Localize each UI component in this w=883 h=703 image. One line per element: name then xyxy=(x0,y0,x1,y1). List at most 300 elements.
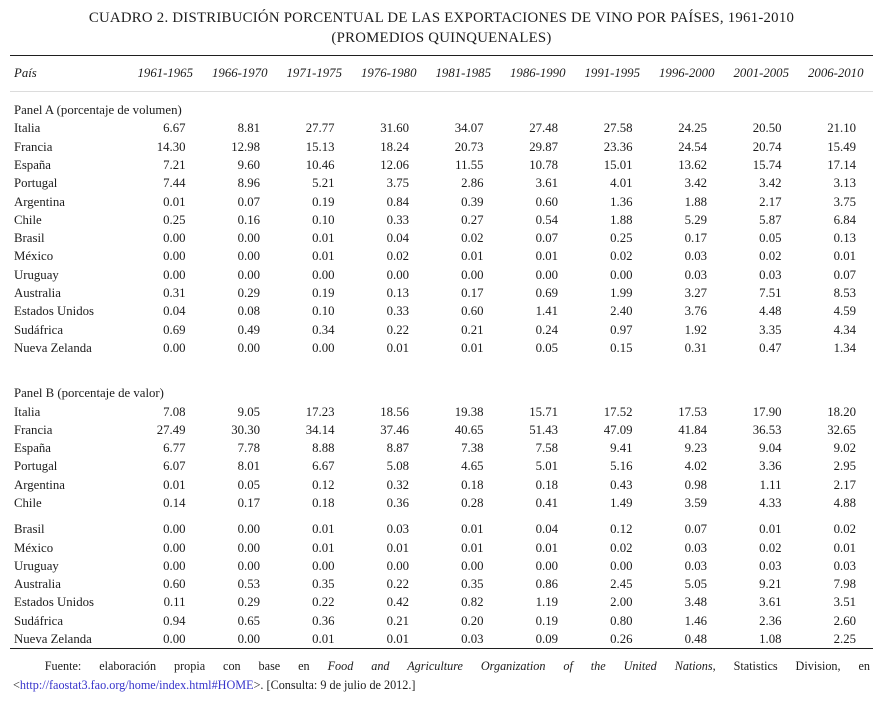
value-cell: 0.07 xyxy=(237,194,260,209)
country-cell: Italia xyxy=(14,121,41,136)
value-cell: 0.02 xyxy=(833,522,856,537)
value-cell: 2.17 xyxy=(833,477,856,492)
spacer-row xyxy=(10,92,873,102)
value-cell: 31.60 xyxy=(380,121,409,136)
spacer-row xyxy=(10,512,873,520)
value-cell: 0.17 xyxy=(237,496,260,510)
panel-label: Panel A (porcentaje de volumen) xyxy=(14,103,182,118)
table-row xyxy=(10,476,873,494)
value-cell: 0.39 xyxy=(461,194,484,209)
value-cell: 0.04 xyxy=(535,522,558,537)
country-cell: Portugal xyxy=(14,459,58,474)
value-cell: 4.01 xyxy=(610,176,633,191)
value-cell: 24.25 xyxy=(678,121,707,136)
value-cell: 0.03 xyxy=(684,558,707,573)
value-cell: 0.04 xyxy=(386,231,409,246)
value-cell: 0.48 xyxy=(684,632,707,647)
value-cell: 0.00 xyxy=(312,340,335,355)
table-row xyxy=(10,284,873,302)
table-row xyxy=(10,339,873,357)
value-cell: 3.42 xyxy=(684,176,707,191)
value-cell: 0.01 xyxy=(833,540,856,555)
country-cell: Estados Unidos xyxy=(14,595,94,610)
value-cell: 0.01 xyxy=(461,540,484,555)
value-cell: 7.08 xyxy=(163,404,186,419)
value-cell: 0.22 xyxy=(386,322,409,337)
value-cell: 1.49 xyxy=(610,496,633,510)
value-cell: 4.34 xyxy=(833,322,856,337)
spacer-row xyxy=(10,357,873,384)
value-cell: 0.26 xyxy=(610,632,633,647)
value-cell: 6.84 xyxy=(833,212,856,227)
value-cell: 15.13 xyxy=(305,139,335,154)
value-cell: 1.46 xyxy=(684,613,707,628)
value-cell: 15.74 xyxy=(752,157,782,172)
value-cell: 0.49 xyxy=(237,322,260,337)
period-header: 1986-1990 xyxy=(501,56,576,92)
table-row xyxy=(10,593,873,611)
table-row xyxy=(10,138,873,156)
value-cell: 0.03 xyxy=(833,558,856,573)
value-cell: 0.01 xyxy=(461,340,484,355)
table-row xyxy=(10,156,873,174)
value-cell: 12.98 xyxy=(231,139,260,154)
value-cell: 3.51 xyxy=(833,595,856,610)
table-row xyxy=(10,174,873,192)
value-cell: 3.13 xyxy=(833,176,856,191)
value-cell: 0.03 xyxy=(684,540,707,555)
value-cell: 3.36 xyxy=(759,459,782,474)
value-cell: 0.21 xyxy=(461,322,484,337)
value-cell: 0.17 xyxy=(461,286,484,301)
value-cell: 0.00 xyxy=(163,267,186,282)
value-cell: 15.71 xyxy=(529,404,558,419)
value-cell: 0.12 xyxy=(610,522,633,537)
value-cell: 7.78 xyxy=(237,441,260,456)
value-cell: 4.02 xyxy=(684,459,707,474)
value-cell: 40.65 xyxy=(454,422,484,437)
value-cell: 5.21 xyxy=(312,176,335,191)
value-cell: 14.30 xyxy=(156,139,186,154)
value-cell: 0.31 xyxy=(163,286,186,301)
table-row xyxy=(10,266,873,284)
value-cell: 0.01 xyxy=(535,540,558,555)
period-header: 2001-2005 xyxy=(724,56,799,92)
table-row xyxy=(10,539,873,557)
value-cell: 27.49 xyxy=(156,422,186,437)
value-cell: 0.03 xyxy=(759,558,782,573)
country-cell: Brasil xyxy=(14,522,45,537)
value-cell: 0.33 xyxy=(386,212,409,227)
value-cell: 6.67 xyxy=(312,459,335,474)
value-cell: 7.38 xyxy=(461,441,484,456)
value-cell: 0.13 xyxy=(386,286,409,301)
panel-label-row xyxy=(10,384,873,402)
value-cell: 8.88 xyxy=(312,441,335,456)
value-cell: 21.10 xyxy=(827,121,856,136)
value-cell: 0.00 xyxy=(610,558,633,573)
value-cell: 3.75 xyxy=(386,176,409,191)
title-line-2: (PROMEDIOS QUINQUENALES) xyxy=(331,29,552,46)
value-cell: 0.07 xyxy=(684,522,707,537)
value-cell: 8.96 xyxy=(237,176,260,191)
value-cell: 3.42 xyxy=(759,176,782,191)
value-cell: 0.00 xyxy=(237,340,260,355)
value-cell: 0.16 xyxy=(237,212,260,227)
value-cell: 5.05 xyxy=(684,577,707,592)
country-cell: Argentina xyxy=(14,477,65,492)
country-cell: México xyxy=(14,540,54,555)
value-cell: 11.55 xyxy=(455,157,484,172)
table-row xyxy=(10,403,873,421)
value-cell: 0.01 xyxy=(312,249,335,264)
country-cell: Uruguay xyxy=(14,267,59,282)
value-cell: 9.41 xyxy=(610,441,633,456)
value-cell: 0.02 xyxy=(610,540,633,555)
value-cell: 0.00 xyxy=(163,558,186,573)
value-cell: 0.24 xyxy=(535,322,558,337)
country-cell: Nueva Zelanda xyxy=(14,340,92,355)
value-cell: 3.59 xyxy=(684,496,707,510)
value-cell: 0.00 xyxy=(237,249,260,264)
source-note-text: >. [Consulta: 9 de julio de 2012.] xyxy=(253,677,416,692)
table-row xyxy=(10,321,873,339)
value-cell: 0.20 xyxy=(461,613,484,628)
value-cell: 0.94 xyxy=(163,613,186,628)
value-cell: 0.41 xyxy=(535,496,558,510)
value-cell: 1.08 xyxy=(759,632,782,647)
value-cell: 9.02 xyxy=(833,441,856,456)
value-cell: 0.17 xyxy=(684,231,707,246)
value-cell: 4.65 xyxy=(461,459,484,474)
value-cell: 0.00 xyxy=(312,267,335,282)
value-cell: 1.34 xyxy=(833,340,856,355)
value-cell: 37.46 xyxy=(380,422,409,437)
value-cell: 12.06 xyxy=(380,157,409,172)
value-cell: 0.00 xyxy=(163,522,186,537)
value-cell: 0.02 xyxy=(759,249,782,264)
value-cell: 17.23 xyxy=(305,404,335,419)
value-cell: 27.58 xyxy=(603,121,633,136)
value-cell: 0.08 xyxy=(237,304,260,319)
country-cell: Australia xyxy=(14,286,61,301)
period-header: 1976-1980 xyxy=(352,56,427,92)
country-cell: Chile xyxy=(14,212,42,227)
table-row xyxy=(10,229,873,247)
value-cell: 34.14 xyxy=(305,422,335,437)
value-cell: 5.29 xyxy=(684,212,707,227)
value-cell: 0.47 xyxy=(759,340,782,355)
value-cell: 4.33 xyxy=(759,496,782,510)
country-column-header: País xyxy=(10,56,128,92)
value-cell: 0.19 xyxy=(312,286,335,301)
country-cell: Nueva Zelanda xyxy=(14,632,92,647)
value-cell: 0.00 xyxy=(535,267,558,282)
value-cell: 0.86 xyxy=(535,577,558,592)
value-cell: 0.07 xyxy=(535,231,558,246)
period-header: 1961-1965 xyxy=(128,56,203,92)
spacer-cell xyxy=(10,92,873,102)
country-cell: Argentina xyxy=(14,194,65,209)
value-cell: 0.02 xyxy=(759,540,782,555)
value-cell: 10.78 xyxy=(529,157,558,172)
value-cell: 13.62 xyxy=(678,157,707,172)
table-row xyxy=(10,247,873,265)
country-cell: Portugal xyxy=(14,176,58,191)
value-cell: 1.11 xyxy=(759,477,782,492)
header-row xyxy=(10,56,873,92)
value-cell: 27.48 xyxy=(529,121,558,136)
value-cell: 0.00 xyxy=(535,558,558,573)
value-cell: 1.36 xyxy=(610,194,633,209)
value-cell: 0.00 xyxy=(237,231,260,246)
value-cell: 0.97 xyxy=(610,322,633,337)
value-cell: 15.49 xyxy=(827,139,856,154)
value-cell: 0.01 xyxy=(461,249,484,264)
value-cell: 0.82 xyxy=(461,595,484,610)
panel-label-row xyxy=(10,101,873,119)
table-title xyxy=(10,9,873,48)
value-cell: 34.07 xyxy=(454,121,484,136)
country-cell: Sudáfrica xyxy=(14,613,64,628)
value-cell: 9.60 xyxy=(237,157,260,172)
table-row xyxy=(10,421,873,439)
value-cell: 4.88 xyxy=(833,496,856,510)
source-note-text: , Statistics Division, en < xyxy=(13,659,871,692)
value-cell: 2.00 xyxy=(610,595,633,610)
value-cell: 0.42 xyxy=(386,595,409,610)
value-cell: 15.01 xyxy=(603,157,633,172)
value-cell: 29.87 xyxy=(529,139,558,154)
value-cell: 51.43 xyxy=(529,422,558,437)
value-cell: 1.88 xyxy=(610,212,633,227)
value-cell: 3.27 xyxy=(684,286,707,301)
value-cell: 0.00 xyxy=(386,558,409,573)
value-cell: 0.84 xyxy=(386,194,409,209)
value-cell: 0.19 xyxy=(535,613,558,628)
value-cell: 3.35 xyxy=(759,322,782,337)
table-row xyxy=(10,557,873,575)
value-cell: 9.23 xyxy=(684,441,707,456)
value-cell: 0.00 xyxy=(461,558,484,573)
value-cell: 0.02 xyxy=(461,231,484,246)
value-cell: 0.01 xyxy=(312,522,335,537)
value-cell: 0.00 xyxy=(312,558,335,573)
value-cell: 0.00 xyxy=(163,340,186,355)
table-row xyxy=(10,630,873,649)
value-cell: 0.03 xyxy=(684,249,707,264)
value-cell: 20.74 xyxy=(752,139,782,154)
value-cell: 0.33 xyxy=(386,304,409,319)
value-cell: 0.01 xyxy=(461,522,484,537)
value-cell: 0.80 xyxy=(610,613,633,628)
value-cell: 32.65 xyxy=(827,422,856,437)
value-cell: 1.41 xyxy=(535,304,558,319)
table-row xyxy=(10,494,873,512)
value-cell: 0.01 xyxy=(163,194,186,209)
value-cell: 0.03 xyxy=(759,267,782,282)
value-cell: 0.19 xyxy=(312,194,335,209)
country-cell: Uruguay xyxy=(14,558,59,573)
country-cell: Sudáfrica xyxy=(14,322,64,337)
value-cell: 1.92 xyxy=(684,322,707,337)
value-cell: 7.21 xyxy=(163,157,186,172)
value-cell: 0.18 xyxy=(312,496,335,510)
value-cell: 9.05 xyxy=(237,404,260,419)
value-cell: 0.01 xyxy=(312,540,335,555)
value-cell: 18.20 xyxy=(827,404,856,419)
value-cell: 17.14 xyxy=(827,157,856,172)
value-cell: 0.69 xyxy=(535,286,558,301)
table-row xyxy=(10,520,873,538)
country-cell: México xyxy=(14,249,54,264)
table-row xyxy=(10,439,873,457)
value-cell: 0.60 xyxy=(535,194,558,209)
value-cell: 5.01 xyxy=(535,459,558,474)
value-cell: 17.52 xyxy=(603,404,633,419)
value-cell: 0.00 xyxy=(163,249,186,264)
table-row xyxy=(10,302,873,320)
value-cell: 0.25 xyxy=(163,212,186,227)
value-cell: 6.77 xyxy=(163,441,186,456)
country-cell: España xyxy=(14,441,51,456)
value-cell: 0.00 xyxy=(386,267,409,282)
source-url-link[interactable]: http://faostat3.fao.org/home/index.html#HOME xyxy=(19,677,254,692)
value-cell: 0.28 xyxy=(461,496,484,510)
value-cell: 0.65 xyxy=(237,613,260,628)
value-cell: 0.00 xyxy=(237,522,260,537)
value-cell: 18.56 xyxy=(380,404,409,419)
value-cell: 0.98 xyxy=(684,477,707,492)
value-cell: 0.04 xyxy=(163,304,186,319)
value-cell: 0.22 xyxy=(386,577,409,592)
value-cell: 0.05 xyxy=(237,477,260,492)
country-cell: Francia xyxy=(14,422,53,437)
value-cell: 7.98 xyxy=(833,577,856,592)
value-cell: 36.53 xyxy=(752,422,782,437)
value-cell: 0.29 xyxy=(237,286,260,301)
value-cell: 0.00 xyxy=(163,540,186,555)
value-cell: 7.58 xyxy=(535,441,558,456)
value-cell: 0.36 xyxy=(312,613,335,628)
value-cell: 3.61 xyxy=(759,595,782,610)
value-cell: 3.48 xyxy=(684,595,707,610)
value-cell: 3.76 xyxy=(684,304,707,319)
value-cell: 18.24 xyxy=(380,139,409,154)
value-cell: 7.44 xyxy=(163,176,186,191)
value-cell: 0.01 xyxy=(386,340,409,355)
period-header: 1966-1970 xyxy=(203,56,278,92)
country-cell: Italia xyxy=(14,404,41,419)
value-cell: 19.38 xyxy=(454,404,484,419)
value-cell: 0.00 xyxy=(237,540,260,555)
country-cell: Brasil xyxy=(14,231,45,246)
value-cell: 0.01 xyxy=(386,540,409,555)
country-cell: Francia xyxy=(14,139,53,154)
value-cell: 0.13 xyxy=(833,231,856,246)
table-row xyxy=(10,119,873,137)
value-cell: 2.45 xyxy=(610,577,633,592)
value-cell: 0.60 xyxy=(461,304,484,319)
value-cell: 5.87 xyxy=(759,212,782,227)
value-cell: 0.25 xyxy=(610,231,633,246)
value-cell: 24.54 xyxy=(678,139,707,154)
period-header: 1996-2000 xyxy=(650,56,725,92)
table-row xyxy=(10,211,873,229)
value-cell: 17.90 xyxy=(752,404,782,419)
value-cell: 0.00 xyxy=(237,558,260,573)
value-cell: 9.04 xyxy=(759,441,782,456)
value-cell: 0.69 xyxy=(163,322,186,337)
period-header: 1971-1975 xyxy=(277,56,352,92)
value-cell: 0.00 xyxy=(163,632,186,647)
value-cell: 5.08 xyxy=(386,459,409,474)
value-cell: 0.03 xyxy=(386,522,409,537)
period-header: 1981-1985 xyxy=(426,56,501,92)
country-cell: Australia xyxy=(14,577,61,592)
value-cell: 0.15 xyxy=(610,340,633,355)
value-cell: 0.01 xyxy=(163,477,186,492)
value-cell: 8.81 xyxy=(237,121,260,136)
value-cell: 3.75 xyxy=(833,194,856,209)
value-cell: 0.27 xyxy=(461,212,484,227)
value-cell: 7.51 xyxy=(759,286,782,301)
value-cell: 5.16 xyxy=(610,459,633,474)
value-cell: 0.07 xyxy=(833,267,856,282)
value-cell: 4.59 xyxy=(833,304,856,319)
table-row xyxy=(10,575,873,593)
country-cell: Chile xyxy=(14,496,42,510)
value-cell: 0.35 xyxy=(461,577,484,592)
value-cell: 0.54 xyxy=(535,212,558,227)
value-cell: 0.18 xyxy=(461,477,484,492)
value-cell: 47.09 xyxy=(603,422,633,437)
value-cell: 6.07 xyxy=(163,459,186,474)
table-header xyxy=(10,56,873,92)
value-cell: 0.00 xyxy=(237,632,260,647)
value-cell: 6.67 xyxy=(163,121,186,136)
value-cell: 0.10 xyxy=(312,212,335,227)
export-distribution-table xyxy=(10,55,873,649)
source-note xyxy=(10,657,873,694)
value-cell: 10.46 xyxy=(305,157,335,172)
value-cell: 0.31 xyxy=(684,340,707,355)
value-cell: 20.73 xyxy=(454,139,484,154)
period-header: 2006-2010 xyxy=(799,56,874,92)
value-cell: 8.87 xyxy=(386,441,409,456)
table-body xyxy=(10,92,873,649)
value-cell: 0.01 xyxy=(386,632,409,647)
value-cell: 0.35 xyxy=(312,577,335,592)
value-cell: 0.03 xyxy=(684,267,707,282)
value-cell: 0.00 xyxy=(461,267,484,282)
value-cell: 0.05 xyxy=(535,340,558,355)
table-row xyxy=(10,193,873,211)
value-cell: 8.53 xyxy=(833,286,856,301)
value-cell: 27.77 xyxy=(305,121,335,136)
value-cell: 0.12 xyxy=(312,477,335,492)
value-cell: 0.00 xyxy=(163,231,186,246)
value-cell: 0.03 xyxy=(461,632,484,647)
value-cell: 0.43 xyxy=(610,477,633,492)
table-row xyxy=(10,457,873,475)
spacer-cell xyxy=(10,512,873,520)
value-cell: 9.21 xyxy=(759,577,782,592)
value-cell: 0.36 xyxy=(386,496,409,510)
value-cell: 2.17 xyxy=(759,194,782,209)
value-cell: 1.99 xyxy=(610,286,633,301)
value-cell: 0.01 xyxy=(312,231,335,246)
